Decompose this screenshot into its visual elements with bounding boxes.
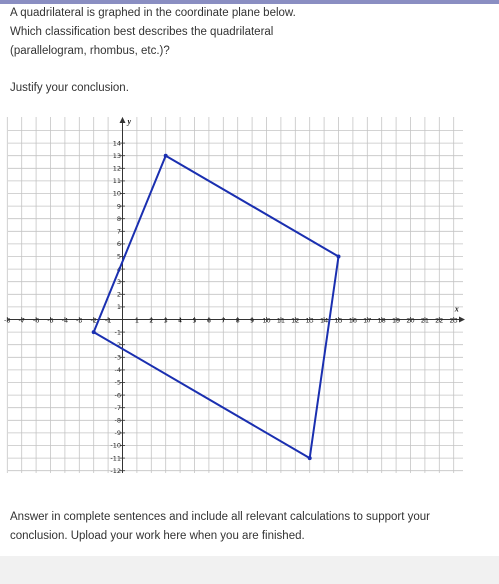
x-tick-label: -7 — [18, 316, 25, 325]
y-tick-label: -1 — [114, 328, 121, 337]
x-tick-label: 22 — [435, 316, 444, 325]
x-tick-label: 18 — [377, 316, 386, 325]
x-tick-label: -3 — [76, 316, 83, 325]
y-tick-label: 10 — [112, 189, 121, 198]
x-tick-label: 16 — [348, 316, 358, 325]
x-tick-label: 13 — [305, 316, 314, 325]
instructions-line-1: Answer in complete sentences and include all relevant calculations to support your — [10, 511, 430, 523]
x-tick-label: 8 — [235, 316, 240, 325]
y-tick-label: 3 — [116, 277, 121, 286]
x-tick-label: 15 — [334, 316, 343, 325]
y-tick-label: 4 — [116, 265, 121, 274]
y-tick-label: 5 — [116, 252, 121, 261]
x-tick-label: 10 — [262, 316, 271, 325]
y-tick-label: -3 — [114, 353, 121, 362]
x-tick-label: -2 — [90, 316, 97, 325]
justify-prompt: Justify your conclusion. — [10, 82, 129, 94]
y-tick-label: 2 — [116, 290, 121, 299]
y-tick-label: 6 — [116, 240, 121, 249]
question-line-2: Which classification best describes the quadrilateral — [10, 26, 274, 38]
x-tick-label: 6 — [206, 316, 211, 325]
x-tick-label: 23 — [449, 316, 458, 325]
instructions-line-2: conclusion. Upload your work here when you are finished. — [10, 530, 305, 542]
x-tick-label: 9 — [250, 316, 255, 325]
y-tick-label: 11 — [112, 177, 121, 186]
x-tick-label: 17 — [363, 316, 372, 325]
y-tick-label: -12 — [110, 466, 121, 475]
vertex-point — [164, 154, 168, 158]
y-tick-label: 12 — [112, 164, 121, 173]
y-tick-label: -5 — [114, 378, 121, 387]
x-tick-label: 4 — [178, 316, 183, 325]
x-tick-label: -1 — [104, 316, 112, 325]
x-tick-label: 3 — [163, 316, 168, 325]
bottom-strip — [0, 556, 499, 584]
y-tick-label: -9 — [114, 429, 121, 438]
y-tick-label: 13 — [112, 151, 121, 160]
y-tick-label: -6 — [114, 391, 121, 400]
y-tick-label: 7 — [116, 227, 121, 236]
x-tick-label: 14 — [319, 316, 329, 325]
x-tick-label: 11 — [276, 316, 286, 325]
vertex-point — [92, 330, 96, 334]
grid-lines — [7, 117, 463, 473]
x-tick-label: -5 — [47, 316, 54, 325]
y-tick-label: -4 — [114, 366, 121, 375]
x-tick-label: 21 — [420, 316, 430, 325]
x-axis-arrow — [459, 317, 465, 323]
y-tick-label: 8 — [116, 214, 121, 223]
x-tick-label: 20 — [406, 316, 415, 325]
x-tick-label: 12 — [291, 316, 300, 325]
y-tick-label: 14 — [112, 139, 121, 148]
x-axis-label: x — [454, 304, 459, 314]
x-tick-label: 5 — [192, 316, 197, 325]
y-tick-label: -8 — [114, 416, 121, 425]
y-tick-label: -7 — [114, 403, 121, 412]
y-axis-arrow — [120, 117, 126, 123]
y-tick-label: 9 — [116, 202, 121, 211]
x-tick-label: 19 — [391, 316, 401, 325]
y-tick-label: -2 — [114, 340, 121, 349]
question-line-1: A quadrilateral is graphed in the coordinate plane below. — [10, 7, 296, 19]
x-tick-label: -6 — [32, 316, 40, 325]
y-tick-label: 1 — [116, 303, 121, 312]
x-tick-label: 1 — [134, 316, 139, 325]
x-tick-label: 2 — [149, 316, 154, 325]
y-tick-label: -11 — [110, 454, 121, 463]
vertex-point — [337, 255, 341, 259]
vertex-point — [308, 456, 312, 460]
x-tick-label: -4 — [61, 316, 69, 325]
y-axis-label: y — [127, 117, 132, 126]
y-tick-label: -10 — [110, 441, 121, 450]
x-tick-label: -8 — [4, 316, 11, 325]
x-tick-label: 7 — [221, 316, 226, 325]
question-line-3: (parallelogram, rhombus, etc.)? — [10, 45, 170, 57]
